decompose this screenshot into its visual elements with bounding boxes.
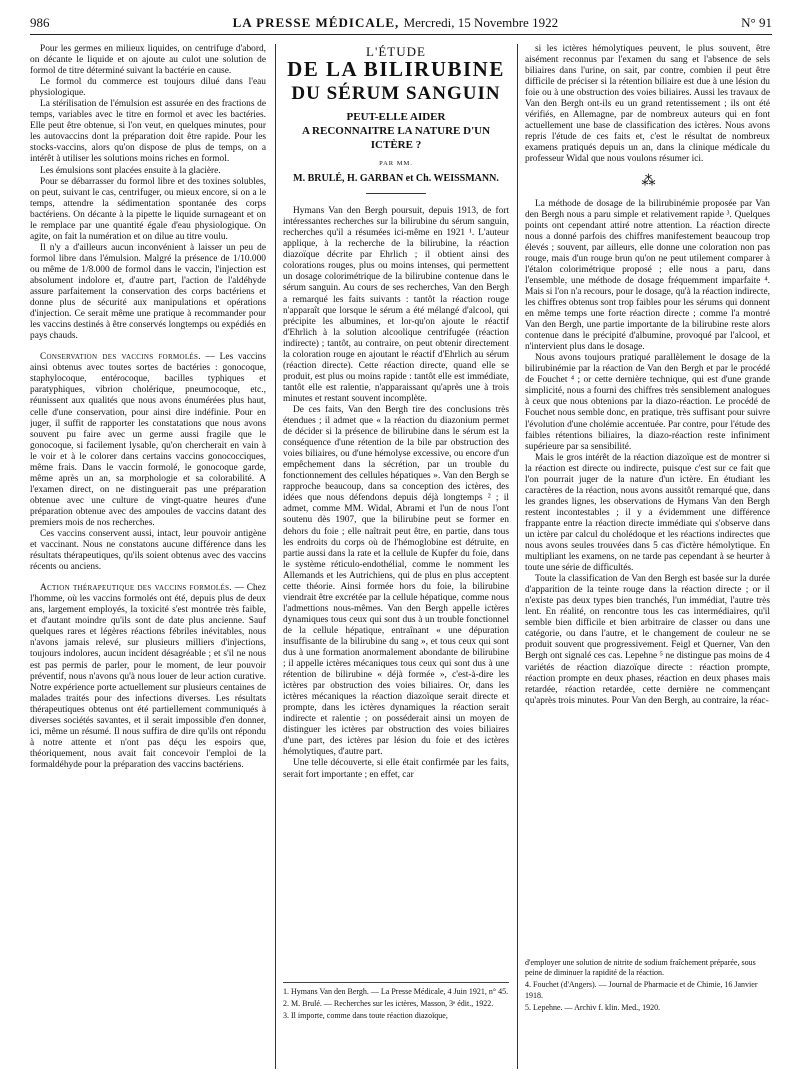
section-heading-conservation: Conservation des vaccins formolés.: [40, 352, 201, 363]
section-separator-asterism: ⁂: [641, 173, 654, 189]
column-rule-right: [517, 44, 518, 1069]
article-body: [283, 206, 509, 1074]
page-number: 986: [30, 15, 50, 30]
paragraph: Pour les germes en milieux liquides, on centrifuge d'abord, on décante le liquide et on ajoute au culot une solution de formol de titre déterminé suivant la bactérie en cause.: [30, 44, 266, 77]
footnote: 3. Il importe, comme dans toute réaction diazoïque,: [283, 1011, 448, 1021]
footnote: 4. Fouchet (d'Angers). — Journal de Pharmacie et de Chimie, 16 Janvier 1918.: [525, 980, 758, 1000]
paragraph: Conservation des vaccins formolés. — Les vaccins ainsi obtenus avec toutes sortes de bactéries : gonocoque, staphylocoque, entérocoque, bacilles typhiques et paratyphiques, vibrion cholérique, pneumocoque, etc., réunissent aux qualités que nous avons énumérées plus haut, celle d'une conservation, pour ainsi dire indéfinie. Pour en juger, il suffit de rapporter les constatations que nous avons souvent pu faire avec un germe aussi fragile que le gonocoque, si facilement lysable, qu'on chercherait en vain à le voir et à le colorer dans certains vaccins gonococciques, même frais. Dans le vaccin formolé, le gonocoque garde, même après un an, sa morphologie et sa colorabilité. A l'examen direct, on ne distinguerait pas une préparation obtenue avec une culture de vingt-quatre heures d'une préparation obtenue avec des ampoules de vaccins datant des premiers mois de nos recherches.: [30, 352, 266, 528]
page-header: [30, 12, 772, 35]
authors: M. BRULÉ, H. GARBAN et Ch. WEISSMANN.: [293, 173, 499, 185]
column-rule-left: [275, 44, 276, 1069]
title-line-1: DE LA BILIRUBINE: [287, 57, 505, 82]
paragraph: Une telle découverte, si elle était confirmée par les faits, serait fort importante ; en effet, car: [283, 758, 509, 780]
subtitle-line-2: A RECONNAITRE LA NATURE D'UN ICTÈRE ?: [301, 125, 491, 152]
paragraph: Nous avons toujours pratiqué parallèlement le dosage de la bilirubinémie par la réaction de Van den Bergh et par le procédé de Fouchet ⁴ ; or cette dernière technique, qui est d'une grande simplicité, nous a fourni des chiffres très sensiblement analogues à ceux que nous obtenions par la diazo-réaction. Le procédé de Fouchet nous semble donc, en pratique, très suffisant pour suivre l'évolution d'une cholémie accentuée. Par contre, pour l'étude des faibles rétentions biliaires, la diazo-réaction reste infiniment supérieure par sa sensibilité.: [525, 353, 770, 452]
article-body-continued: [525, 44, 770, 949]
paragraph: Le formol du commerce est toujours dilué dans l'eau physiologique.: [30, 77, 266, 99]
issue-date: Mercredi, 15 Novembre 1922: [403, 15, 559, 30]
paragraph: si les ictères hémolytiques peuvent, le plus souvent, être aisément reconnus par l'examen du sang et l'absence de sels biliaires dans l'urine, on sait, par contre, combien il peut être difficile de préciser si la rétention biliaire est due à une lésion du foie ou à une obstruction des voies biliaires. Aussi les travaux de Van den Bergh ont-ils eu un grand retentissement ; ils ont été vérifiés, en Allemagne, par de nombreux auteurs qui en font actuellement une base de classification des ictères. Nous avons repris l'étude de ces faits et, c'est le résultat de nombreux examens pratiqués depuis un an, dans la clinique médicale du professeur Widal que nous voulons résumer ici.: [525, 44, 770, 165]
paragraph: Toute la classification de Van den Bergh est basée sur la durée d'apparition de la teinte rouge dans la réaction directe ; or il n'existe pas deux types bien tranchés, l'un immédiat, l'autre très lent. En réalité, on rencontre tous les cas intermédiaires, qu'il semble bien difficile et bien arbitraire de classer ou dans une catégorie, ou dans l'autre, et le changement de couleur ne se produit souvent que progressivement. Feigl et Querner, Van den Bergh ont signalé ces cas. Lepehne ⁵ ne distingue pas moins de 4 variétés de réaction diazoïque directe : réaction prompte, réaction prompte en deux phases, réaction en deux phases mais retardée, réaction retardée, cette dernière ne commençant qu'après trois minutes. Pour Van den Bergh, au contraire, la réac-: [525, 574, 770, 706]
column-left: [30, 44, 266, 1074]
paragraph: Les émulsions sont placées ensuite à la glacière.: [40, 165, 221, 176]
paragraph: Mais le gros intérêt de la réaction diazoïque est de montrer si la réaction est directe ou indirecte, puisque c'est sur ce fait que l'on pourrait juger de la nature d'un ictère. En étudiant les caractères de la réaction, nous avons aussitôt remarqué que, dans les grandes lignes, les observations de Hymans Van den Bergh restent incontestables ; il y a évidemment une différence frappante entre la réaction directe immédiate qui s'observe dans un ictère par calcul du cholédoque et les réactions indirectes que nous avons seules trouvées dans 5 cas d'ictère hémolytique. En multipliant les examens, on ne tarde pas cependant à se heurter à toute une série de difficultés.: [525, 452, 770, 574]
by-line-prefix: PAR MM.: [379, 160, 413, 168]
column-middle: [283, 44, 509, 1074]
subtitle-line-1: PEUT-ELLE AIDER: [346, 111, 446, 124]
article-title-block: [283, 46, 509, 194]
title-line-2: DU SÉRUM SANGUIN: [291, 83, 501, 105]
paragraph: La stérilisation de l'émulsion est assurée en des fractions de temps, variables avec le titre en formol et avec les bactéries. Elle peut être obtenue, si l'on veut, en quelques minutes, pour les autovaccins dont la préparation doit être rapide. Pour les stocks-vaccins, alors qu'on dispose de plus de temps, on a intérêt à utiliser les solutions moins riches en formol.: [30, 99, 266, 165]
footnote: d'employer une solution de nitrite de sodium fraîchement préparée, sous peine de diminuer la rapidité de la réaction.: [525, 958, 756, 978]
footnote: 5. Lepehne. — Archiv f. klin. Med., 1920.: [525, 1002, 661, 1012]
title-prefix: L'ÉTUDE: [366, 44, 426, 59]
column-right: [525, 44, 770, 1074]
title-divider: [366, 193, 426, 194]
footnotes-right: [525, 956, 770, 1015]
journal-title: LA PRESSE MÉDICALE, Mercredi, 15 Novembre 1922: [232, 15, 559, 30]
footnotes-left: [283, 982, 509, 1024]
footnote: 1. Hymans Van den Bergh. — La Presse Médicale, 4 Juin 1921, n° 45.: [283, 987, 509, 996]
paragraph: Hymans Van den Bergh poursuit, depuis 1913, de fort intéressantes recherches sur la bilirubine du sérum sanguin, recherches qu'il a résumées ici-même en 1921 ¹. L'auteur applique, à la recherche de la bilirubine, la réaction diazoïque décrite par Ehrlich ; il obtient ainsi des colorations rouges, plus ou moins intenses, qui permettent un dosage colorimétrique de la bilirubine contenue dans le sérum sanguin. Au cours de ses recherches, Van den Bergh a remarqué les faits suivants : tantôt la réaction rouge n'apparaît que lorsque le sérum a été mélangé d'alcool, qui précipite les albumines, et lor-qu'on ajoute le réactif d'Ehrlich à la solution alcoolique centrifugée (réaction indirecte) ; tantôt, au contraire, on peut obtenir directement la coloration rouge en ajoutant le réactif d'Ehrlich au sérum (réaction directe). Cette réaction directe, quand elle se produit, est plus ou moins rapide : tantôt elle est immédiate, tantôt elle est ralentie, n'apparaissant qu'après une à trois minutes et restant souvent incomplète.: [283, 206, 509, 404]
paragraph: De ces faits, Van den Bergh tire des conclusions très étendues ; il admet que « la réaction du diazonium permet de décider si la présence de bilirubine dans le sérum est la conséquence d'une rétention de la bile par obstruction des voies biliaires, ou d'une hémolyse excessive, ou encore d'un empêchement dans la sécrétion, par un trouble du fonctionnement des cellules hépatiques ». Van den Bergh se rapproche beaucoup, dans sa conception des ictères, des idées que nous défendons depuis déjà longtemps ² ; il admet, comme MM. Widal, Abrami et l'un de nous l'ont soutenu dès 1907, que la bilirubine peut se former en dehors du foie ; elle naîtrait peut être, en partie, dans tous les endroits du corps où de l'hémoglobine est détruite, en partie aussi dans la rate et la cellule de Kupfer du foie, dans le système réticulo-endothélial, comme le nomment les Allemands et les Autrichiens, qui de plus en plus acceptent cette théorie. Ainsi formée hors du foie, la bilirubine viendrait être excrétée par la cellule hépatique, comme nous l'admettions nous-mêmes. Van den Bergh appelle ictères dynamiques tous ceux qui sont dus à un trouble fonctionnel de la cellule hépatique, entraînant « une dépuration insuffisante de la bilirubine du sang », et tous ceux qui sont dus à une formation anormalement abondante de bilirubine ; il appelle ictères mécaniques tous ceux qui sont dus à une rétention de bilirubine « déjà formée », c'est-à-dire les ictères par obstruction des voies biliaires. Or, dans les ictères mécaniques la réaction diazoïque serait directe et prompte, dans les ictères dynamiques la réaction serait indirecte et ralentie ; on posséderait ainsi un moyen de distinguer les ictères par obstruction des voies biliaires d'une part, des ictères par lésion du foie et des ictères hémolytiques, d'autre part.: [283, 404, 509, 758]
paragraph: La méthode de dosage de la bilirubinémie proposée par Van den Bergh nous a paru simple et relativement rapide ³. Quelques points ont cependant attiré notre attention. La réaction directe nous a donné parfois des chiffres manifestement beaucoup trop élevés ; souvent, par ailleurs, elle donne une coloration non pas rouge, mais d'un rouge brun qu'on ne peut utilement comparer à l'étalon colorimétrique proposé ; elle nous a paru, dans l'ensemble, une méthode de dosage fréquemment imparfaite ⁴. Mais si l'on n'a recours, pour le dosage, qu'à la réaction indirecte, les chiffres obtenus sont trop faibles pour les sérums qui donnent en même temps une forte réaction directe ; comme l'a montré Van den Bergh, une partie importante de la bilirubine reste alors contenue dans le précipité d'albumine, provoqué par l'alcool, et n'intervient plus dans le dosage.: [525, 198, 770, 353]
paragraph: Il n'y a d'ailleurs aucun inconvénient à laisser un peu de formol libre dans l'émulsion. Malgré la présence de 1/10.000 ou même de 1/8.000 de formol dans le vaccin, l'injection est absolument indolore et, d'autre part, l'action de l'aldéhyde assure parfaitement la conservation des corps bactériens et donne plus de sécurité aux manipulations et opérations d'injection. Ce serait même une pratique à recommander pour les vaccins destinés à être conservés longtemps ou expédiés en pays chauds.: [30, 242, 266, 342]
issue-number: N° 91: [741, 15, 772, 30]
paragraph: Action thérapeutique des vaccins formolés. — Chez l'homme, où les vaccins formolés ont été, depuis plus de deux ans, largement employés, la toxicité s'est montrée très faible, et d'autant moindre qu'ils sont de date plus ancienne. Sauf quelques rares et légères réactions fébriles inévitables, nous n'avons jamais relevé, sur plusieurs milliers d'injections, toujours indolores, aucun incident désagréable ; et s'il ne nous est pas permis de parler, pour le moment, de leur pouvoir préventif, nous n'avons qu'à nous louer de leur action curative. Notre expérience porte actuellement sur plusieurs centaines de malades traités pour des infections diverses. Les résultats thérapeutiques obtenus ont été partiellement communiqués à diverses sociétés savantes, et il serait impossible d'en donner, ici, même un résumé. Il nous suffira de dire qu'ils ont répondu à notre attente et n'ont pas déçu les espoirs que, théoriquement, nous avait fait concevoir l'emploi de la formaldéhyde pour la préparation des vaccins bactériens.: [30, 583, 266, 770]
footnote: 2. M. Brulé. — Recherches sur les ictères, Masson, 3ᵉ édit., 1922.: [283, 999, 494, 1009]
paragraph: Pour se débarrasser du formol libre et des toxines solubles, on peut, suivant le cas, centrifuger, ou mieux encore, si on a le temps, attendre la sédimentation spontanée des corps bactériens. On décante à la pipette le liquide surnageant et on le remplace par une quantité égale d'eau physiologique. On agite, on fait la numération et on dilue au titre voulu.: [30, 176, 266, 242]
paragraph: Ces vaccins conservent aussi, intact, leur pouvoir antigène et vaccinant. Nous ne constatons aucune différence dans les résultats thérapeutiques, qu'ils soient obtenus avec des vaccins récents ou anciens.: [30, 529, 266, 573]
section-heading-action: Action thérapeutique des vaccins formolés.: [40, 583, 232, 594]
